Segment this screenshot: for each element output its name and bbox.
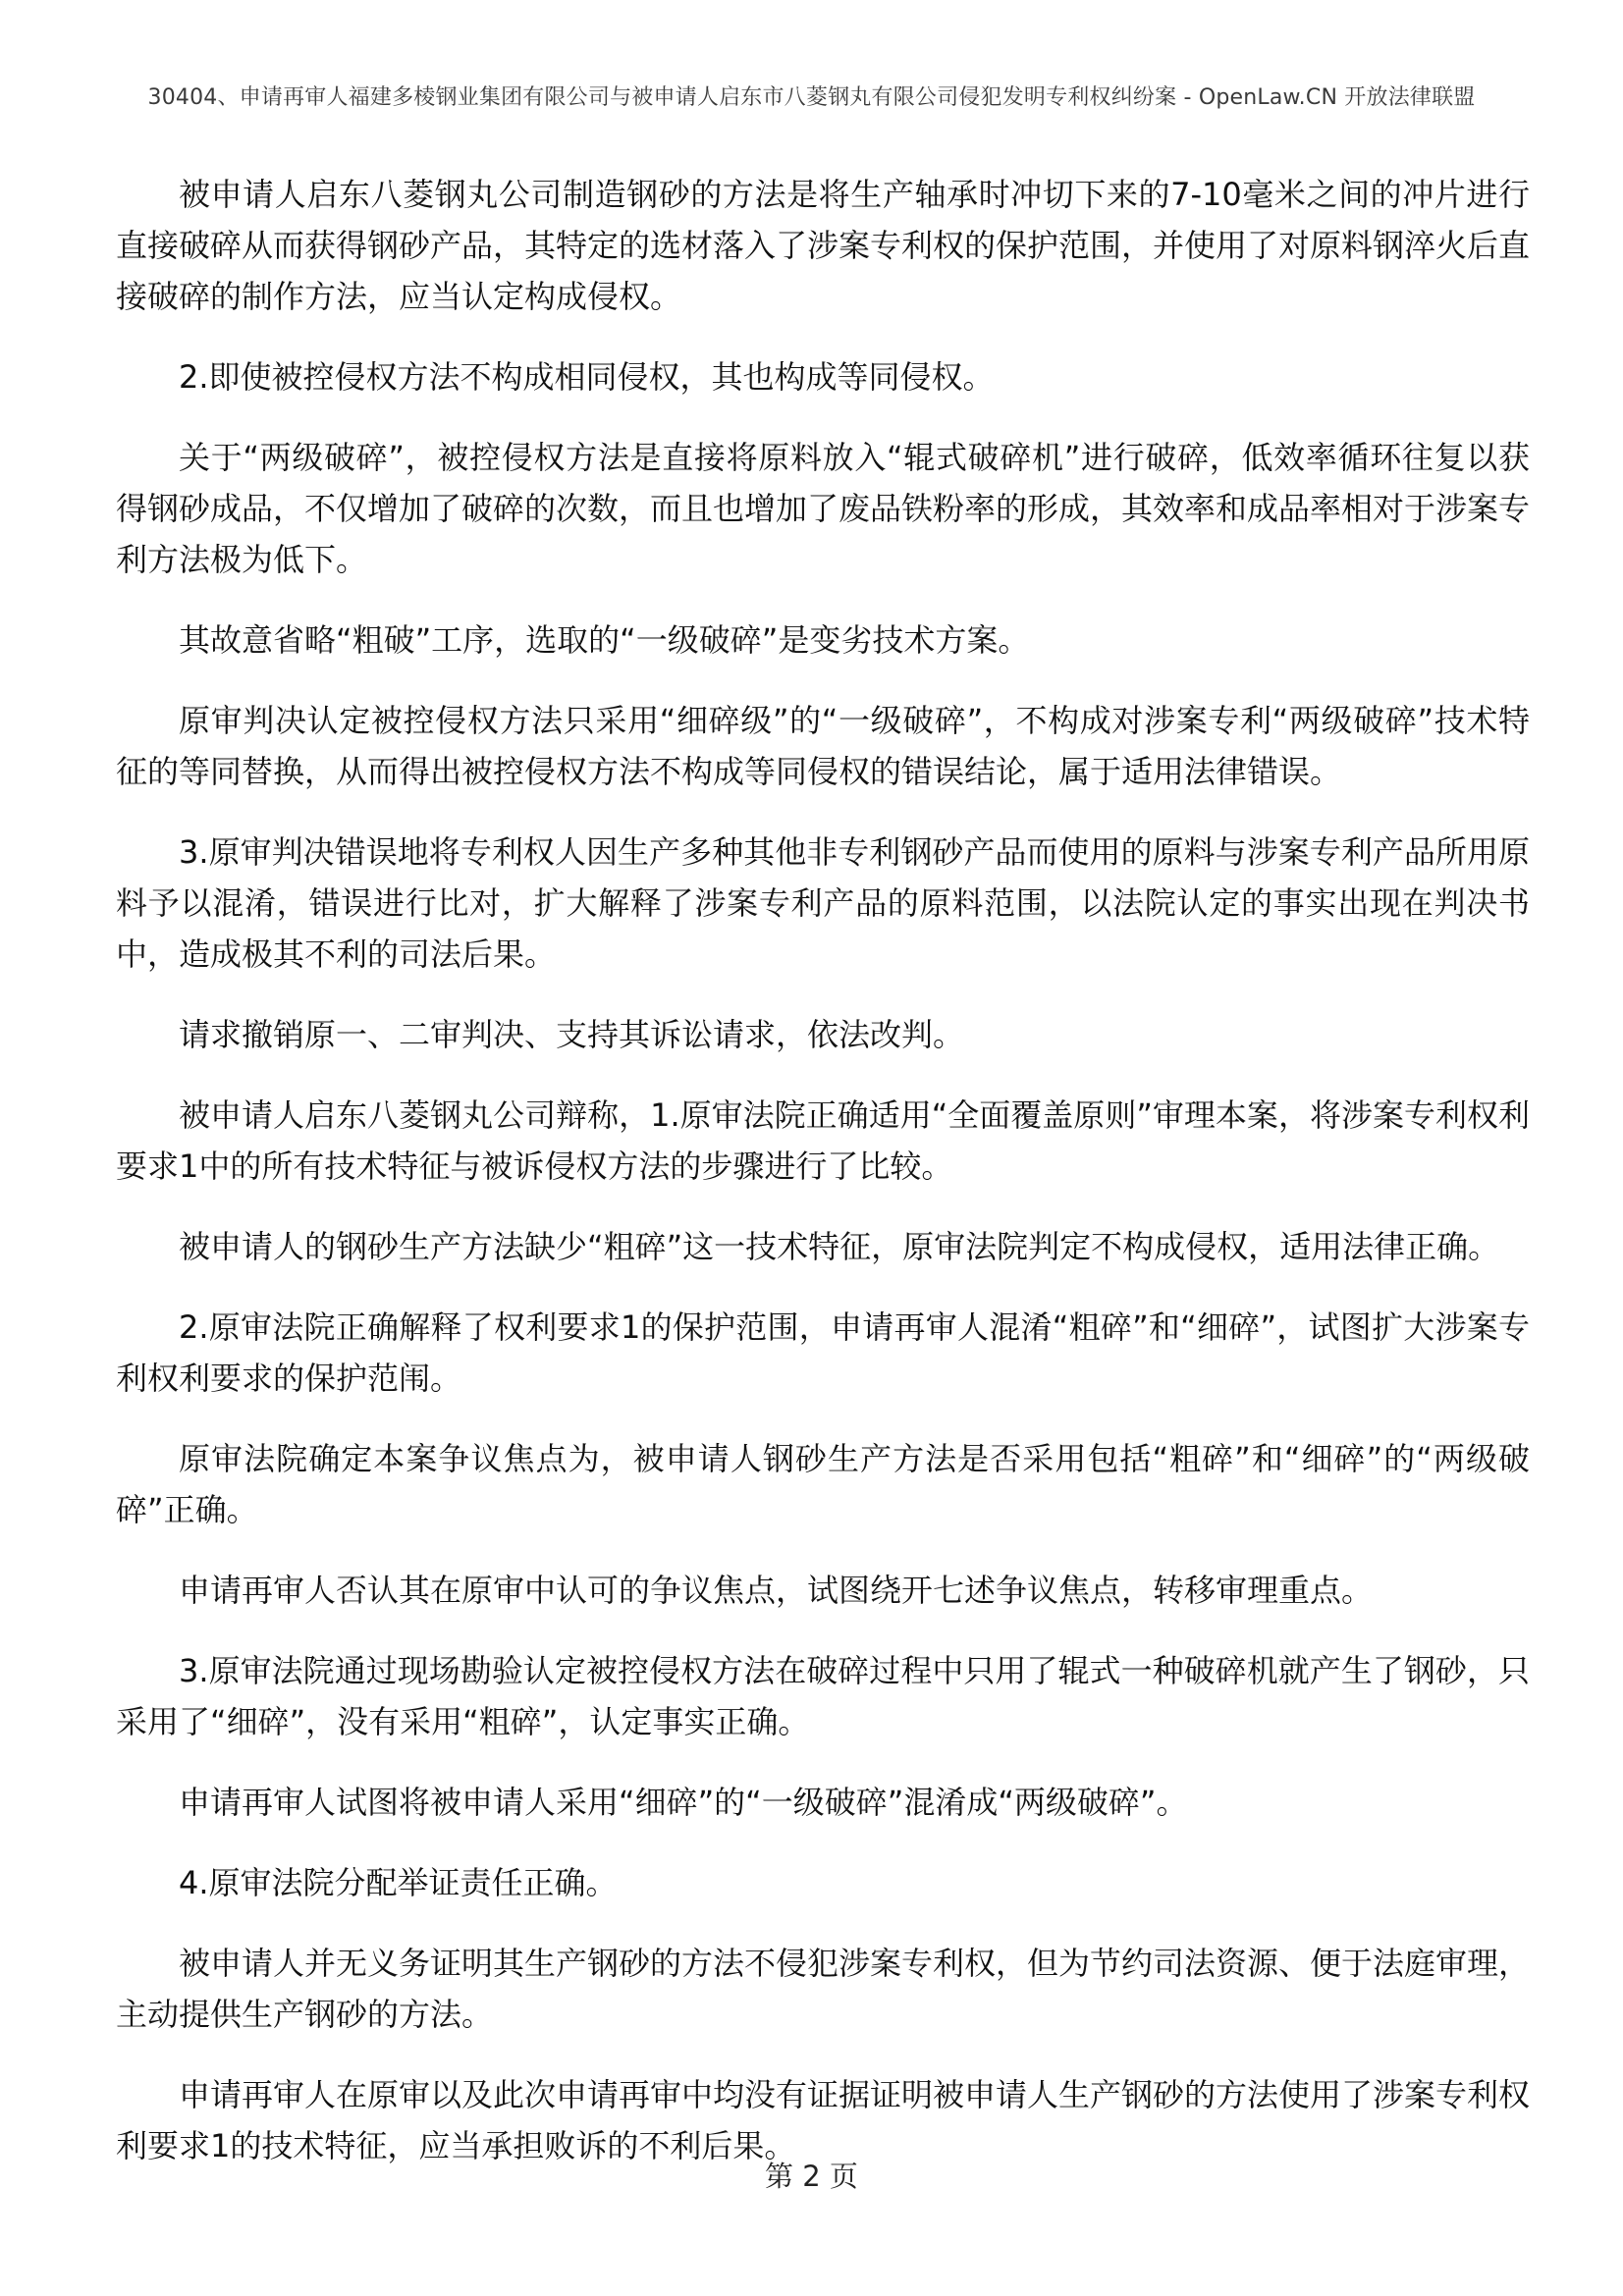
page-header: 30404、申请再审人福建多棱钢业集团有限公司与被申请人启东市八菱钢丸有限公司侵犯发明专利权纠纷案 - OpenLaw.CN 开放法律联盟 [147,85,1476,110]
paragraph: 2.即使被控侵权方法不构成相同侵权，其也构成等同侵权。 [179,358,995,396]
paragraph: 原审法院确定本案争议焦点为，被申请人钢砂生产方法是否采用包括“粗碎”和“细碎”的“两级破碎”正确。 [116,1440,1530,1528]
paragraph: 其故意省略“粗破”工序，选取的“一级破碎”是变劣技术方案。 [179,621,1030,659]
paragraph: 2.原审法院正确解释了权利要求1的保护范围，申请再审人混淆“粗碎”和“细碎”，试图扩大涉案专利权利要求的保护范闱。 [116,1308,1530,1397]
paragraph: 被申请人启东八菱钢丸公司制造钢砂的方法是将生产轴承时冲切下来的7-10毫米之间的冲片进行直接破碎从而获得钢砂产品，其特定的选材落入了涉案专利权的保护范围，并使用了对原料钢淬火后直接破碎的制作方法，应当认定构成侵权。 [116,176,1531,315]
paragraph: 申请再审人否认其在原审中认可的争议焦点，试图绕开七述争议焦点，转移审理重点。 [179,1572,1374,1609]
paragraph: 请求撤销原一、二审判决、支持其诉讼请求，依法改判。 [179,1016,965,1053]
paragraph: 申请再审人试图将被申请人采用“细碎”的“一级破碎”混淆成“两级破碎”。 [179,1784,1188,1821]
paragraph: 3.原审判决错误地将专利权人因生产多种其他非专利钢砂产品而使用的原料与涉案专利产品所用原料予以混淆，错误进行比对，扩大解释了涉案专利产品的原料范围，以法院认定的事实出现在判决书中，造成极其不利的司法后果。 [116,833,1530,973]
paragraph: 被申请人的钢砂生产方法缺少“粗碎”这一技术特征，原审法院判定不构成侵权，适用法律正确。 [179,1228,1500,1265]
paragraph: 4.原审法院分配举证责任正确。 [179,1864,618,1901]
paragraph: 关于“两级破碎”，被控侵权方法是直接将原料放入“辊式破碎机”进行破碎，低效率循环往复以获得钢砂成品，不仅增加了破碎的次数，而且也增加了废品铁粉率的形成，其效率和成品率相对于涉案专利方法极为低下。 [116,439,1531,578]
paragraph: 3.原审法院通过现场勘验认定被控侵权方法在破碎过程中只用了辊式一种破碎机就产生了钢砂，只采用了“细碎”，没有采用“粗碎”，认定事实正确。 [116,1652,1530,1740]
paragraph: 申请再审人在原审以及此次申请再审中均没有证据证明被申请人生产钢砂的方法使用了涉案专利权利要求1的技术特征，应当承担败诉的不利后果。 [116,2076,1531,2164]
page-number: 第 2 页 [765,2160,858,2193]
paragraph: 原审判决认定被控侵权方法只采用“细碎级”的“一级破碎”，不构成对涉案专利“两级破碎”技术特征的等同替换，从而得出被控侵权方法不构成等同侵权的错误结论，属于适用法律错误。 [116,702,1530,790]
paragraph: 被申请人启东八菱钢丸公司辩称，1.原审法院正确适用“全面覆盖原则”审理本案，将涉案专利权利要求1中的所有技术特征与被诉侵权方法的步骤进行了比较。 [116,1096,1530,1185]
document-body [116,169,1530,2201]
paragraph: 被申请人并无义务证明其生产钢砂的方法不侵犯涉案专利权，但为节约司法资源、便于法庭审理，主动提供生产钢砂的方法。 [116,1945,1531,2033]
